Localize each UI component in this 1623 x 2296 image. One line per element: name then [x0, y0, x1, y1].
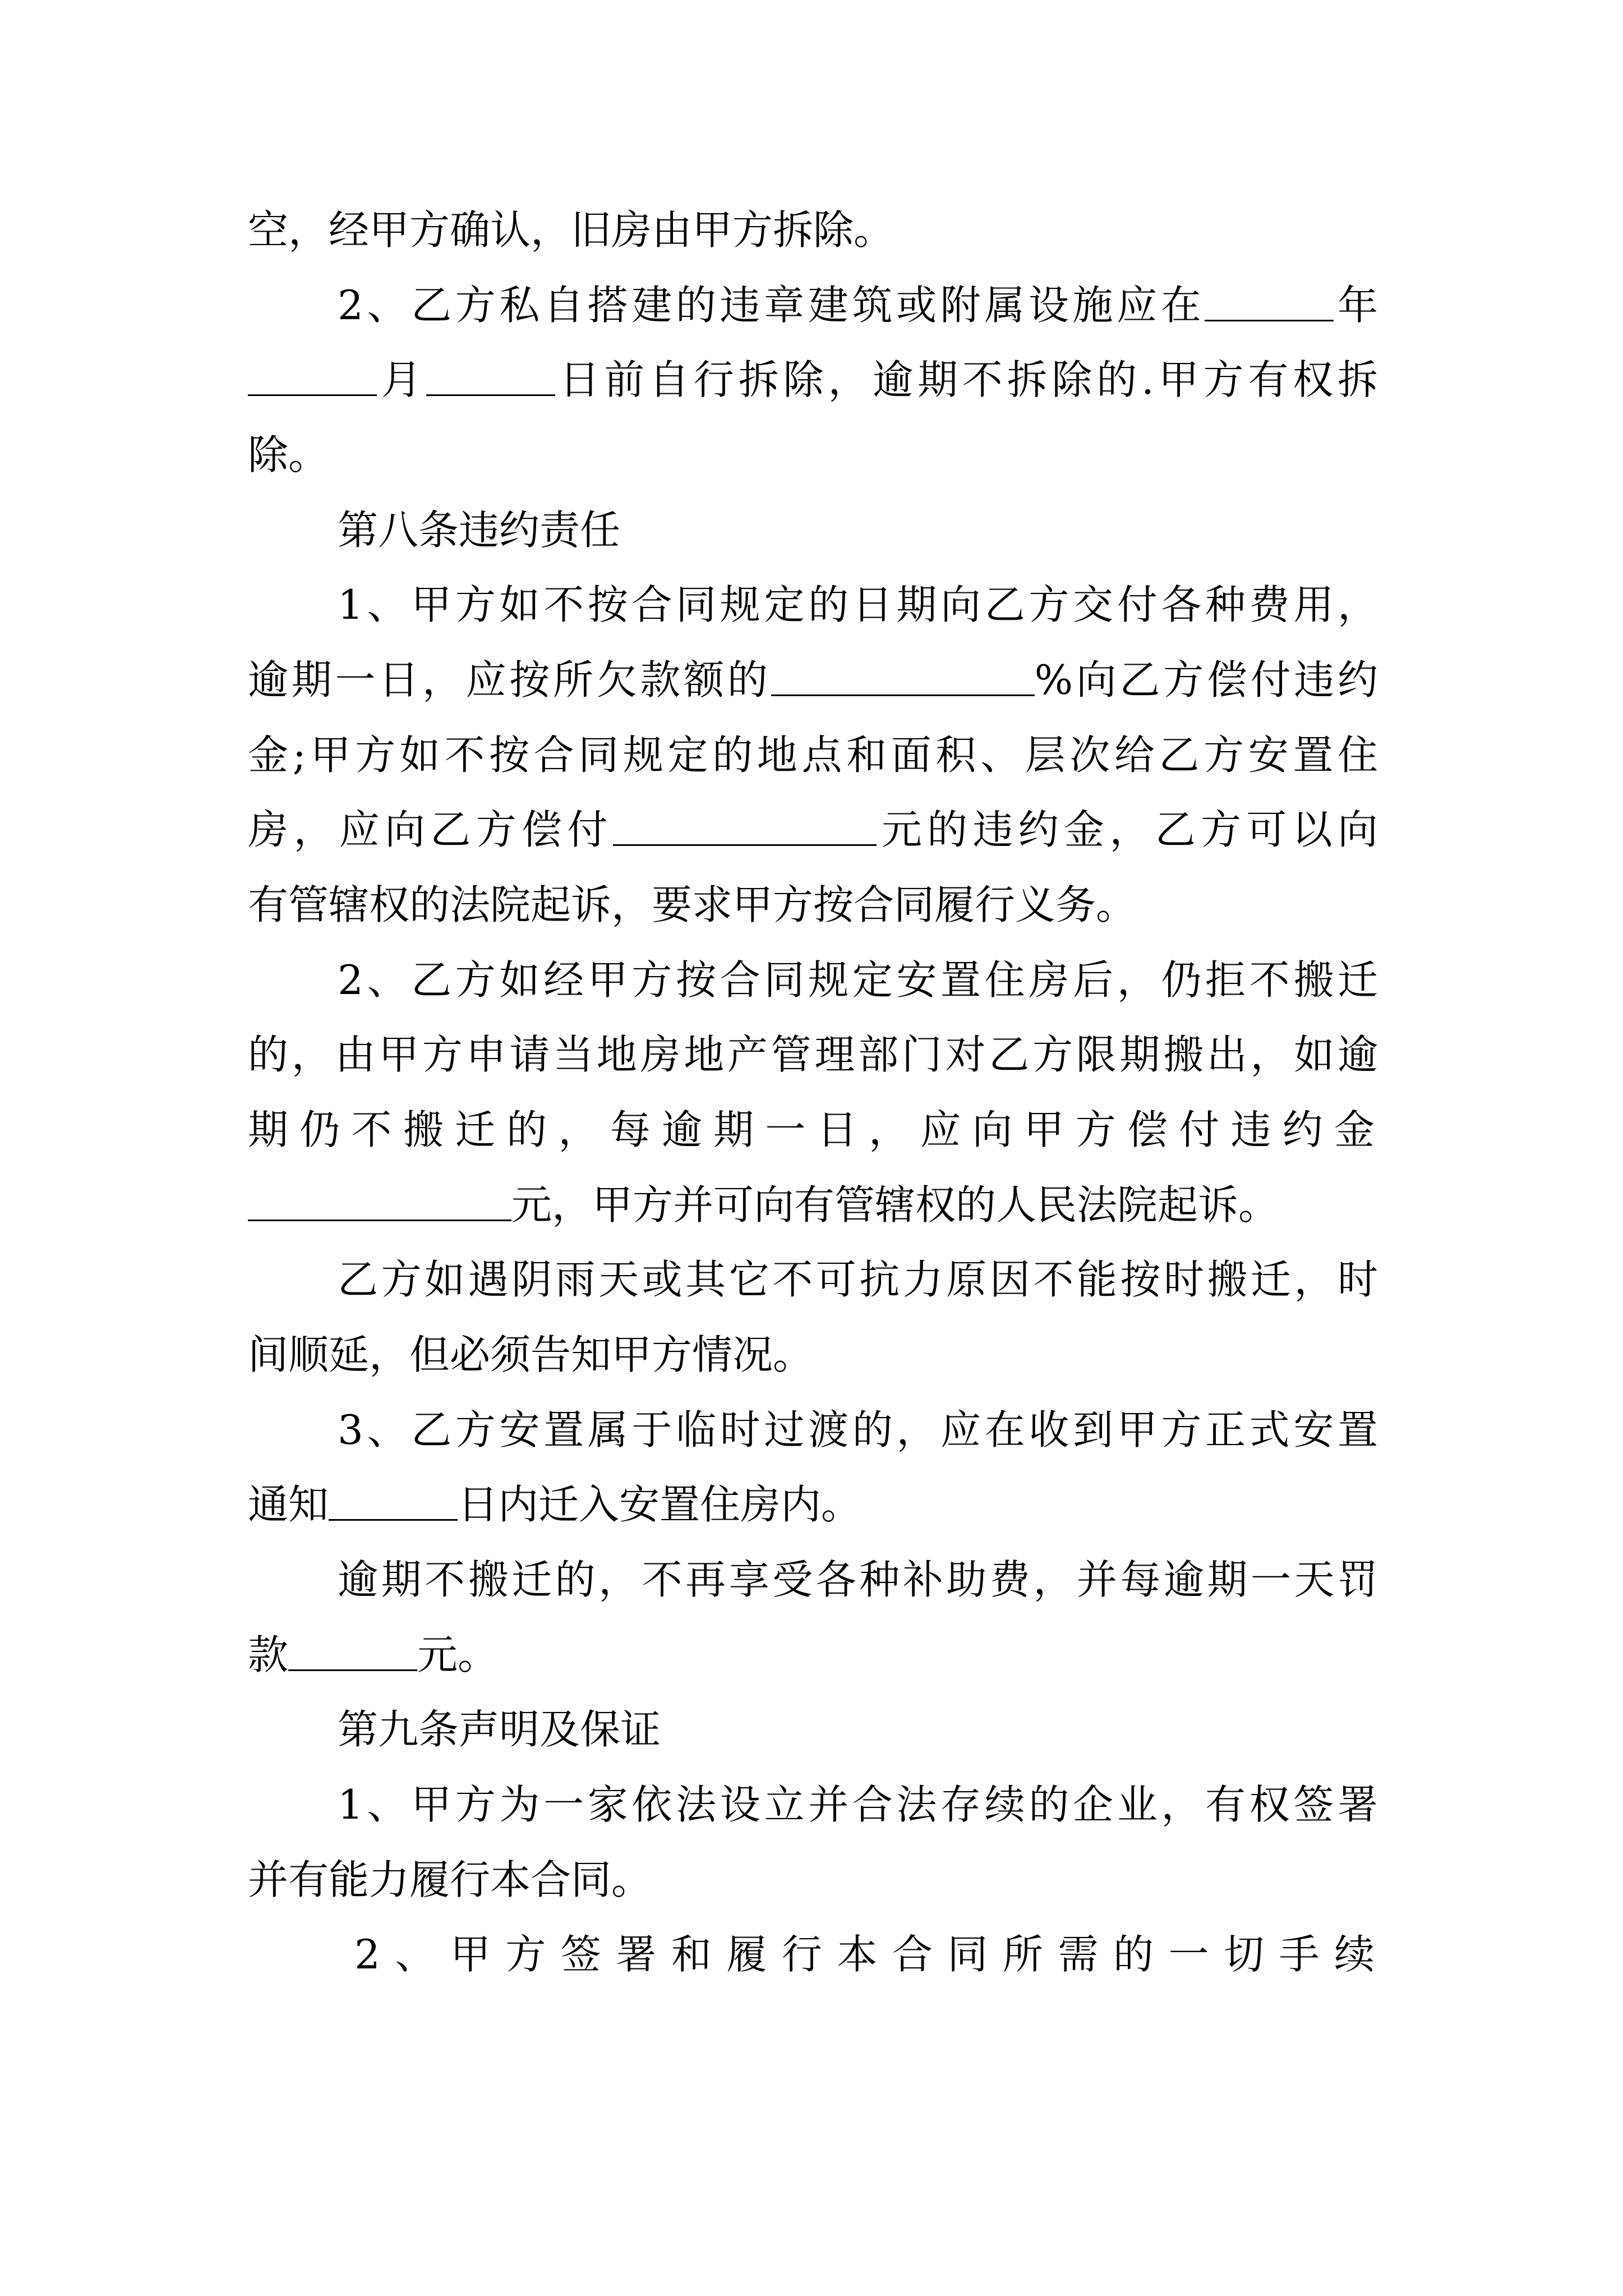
fill-blank: [426, 360, 555, 396]
line-text: 2、乙方如经甲方按合同规定安置住房后，仍拒不搬迁: [338, 956, 1378, 1004]
text-line: [248, 346, 1378, 413]
line-text: 元。: [417, 1631, 499, 1678]
fill-blank: [613, 809, 877, 846]
text-line: [338, 272, 1378, 339]
text-line: [338, 1771, 1378, 1838]
text-line: [248, 721, 1378, 789]
fill-blank: [288, 1635, 417, 1671]
fill-blank: [248, 360, 377, 396]
text-line: [248, 421, 1378, 489]
text-line: [338, 946, 1378, 1014]
line-text: 1、甲方如不按合同规定的日期向乙方交付各种费用，: [338, 581, 1378, 628]
line-text: 间顺延，但必须告知甲方情况。: [248, 1331, 814, 1378]
text-line: [248, 1321, 1378, 1388]
fill-blank: [771, 660, 1035, 696]
text-line: [354, 1921, 1378, 1988]
text-line: [338, 1546, 1378, 1613]
text-line: [338, 571, 1378, 638]
text-line: [248, 1471, 1378, 1538]
fill-blank: [1205, 285, 1334, 321]
text-line: [338, 1246, 1378, 1313]
line-text: 的，由甲方申请当地房地产管理部门对乙方限期搬出，如逾: [248, 1031, 1378, 1078]
line-text: 2、乙方私自搭建的违章建筑或附属设施应在: [338, 282, 1205, 329]
line-text: 有管辖权的法院起诉，要求甲方按合同履行义务。: [248, 881, 1137, 928]
line-text: 款: [248, 1631, 289, 1678]
line-text: 除。: [248, 431, 329, 478]
line-text: 金;甲方如不按合同规定的地点和面积、层次给乙方安置住: [248, 731, 1378, 779]
line-text: 并有能力履行本合同。: [248, 1856, 652, 1903]
text-line: [248, 1171, 1378, 1239]
line-text: 逾期一日，应按所欠款额的: [248, 656, 771, 703]
fill-blank: [248, 1185, 511, 1221]
text-line: [248, 1621, 1378, 1688]
line-text: 日前自行拆除，逾期不拆除的.甲方有权拆: [555, 356, 1378, 403]
text-line: [248, 1096, 1378, 1163]
text-line: [248, 646, 1378, 714]
line-text: 元，甲方并可向有管辖权的人民法院起诉。: [511, 1181, 1279, 1228]
line-text: 元的违约金，乙方可以向: [876, 806, 1378, 853]
heading-text: 第八条违约责任: [338, 507, 621, 554]
line-text: 房，应向乙方偿付: [248, 806, 613, 853]
line-text: 月: [377, 356, 426, 403]
fill-blank: [329, 1484, 458, 1521]
line-text: 空，经甲方确认，旧房由甲方拆除。: [248, 206, 895, 254]
text-line: [338, 1396, 1378, 1464]
text-line: [248, 196, 1378, 264]
section-heading: [338, 496, 1378, 564]
line-text: 1、甲方为一家依法设立并合法存续的企业，有权签署: [338, 1781, 1378, 1828]
line-text: 期仍不搬迁的，每逾期一日，应向甲方偿付违约金: [248, 1106, 1378, 1153]
text-line: [248, 796, 1378, 863]
line-text: 年: [1334, 282, 1378, 329]
line-text: 逾期不搬迁的，不再享受各种补助费，并每逾期一天罚: [338, 1556, 1378, 1603]
text-line: [248, 871, 1378, 938]
line-text: 2、甲方签署和履行本合同所需的一切手续: [354, 1931, 1378, 1978]
section-heading: [338, 1696, 1378, 1763]
line-text: %向乙方偿付违约: [1034, 656, 1378, 703]
line-text: 通知: [248, 1481, 329, 1528]
line-text: 乙方如遇阴雨天或其它不可抗力原因不能按时搬迁，时: [338, 1256, 1378, 1303]
heading-text: 第九条声明及保证: [338, 1706, 661, 1753]
text-line: [248, 1846, 1378, 1913]
line-text: 日内迁入安置住房内。: [458, 1481, 862, 1528]
text-line: [248, 1021, 1378, 1088]
line-text: 3、乙方安置属于临时过渡的，应在收到甲方正式安置: [338, 1406, 1378, 1453]
